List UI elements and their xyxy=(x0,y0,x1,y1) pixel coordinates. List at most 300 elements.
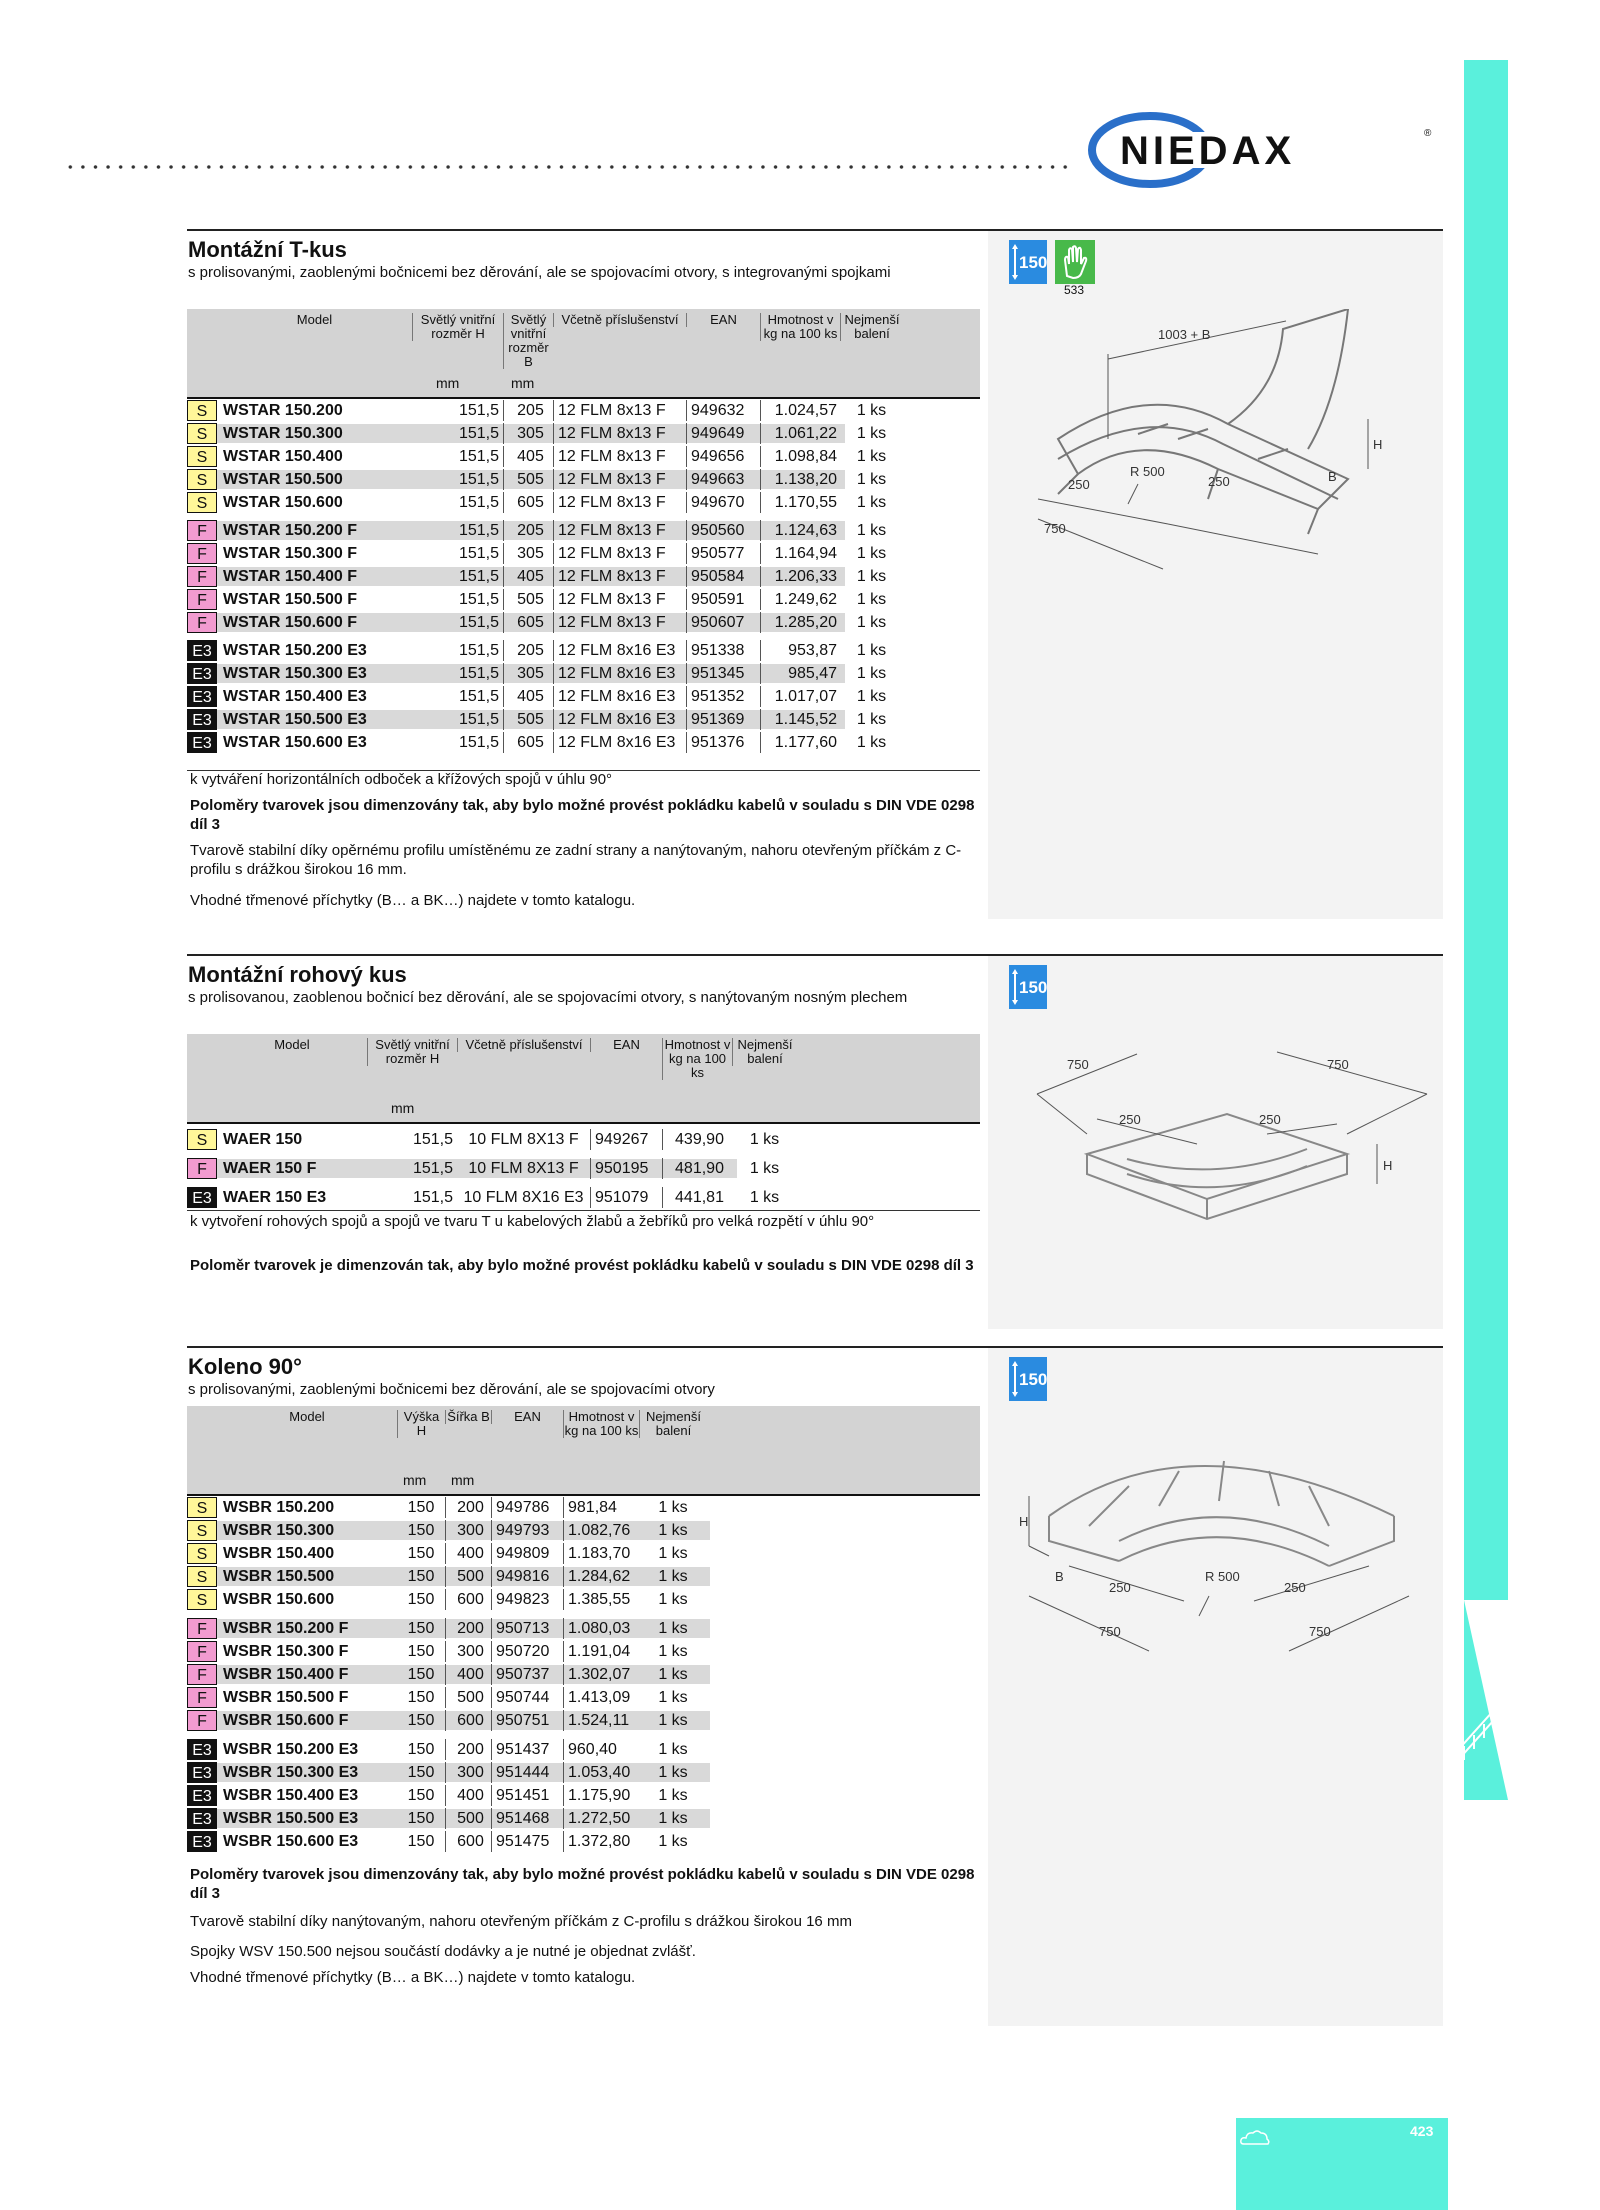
h-cell: 150 xyxy=(407,1833,435,1850)
table-row xyxy=(187,469,937,490)
accessories-cell: 10 FLM 8X13 F xyxy=(468,1160,579,1177)
weight-cell: 1.170,55 xyxy=(760,492,837,513)
b-cell: 200 xyxy=(445,1739,491,1760)
b-cell: 405 xyxy=(503,566,553,587)
model-cell: WSTAR 150.400 F xyxy=(223,568,357,585)
model-cell: WSTAR 150.300 F xyxy=(223,545,357,562)
table-row xyxy=(187,640,937,661)
header-ean: EAN xyxy=(686,313,760,327)
table-row xyxy=(187,1129,937,1150)
model-cell: WSTAR 150.600 E3 xyxy=(223,734,367,751)
section-title: Montážní rohový kus xyxy=(188,962,407,987)
note-text: Tvarově stabilní díky nanýtovaným, nahoru otevřeným příčkám z C-profilu s drážkou širokou 16 mm xyxy=(190,1913,852,1930)
variant-code: S xyxy=(187,1497,217,1518)
dim-250-right: 250 xyxy=(1259,1112,1281,1127)
table-row xyxy=(187,1497,937,1518)
variant-code: E3 xyxy=(187,686,217,707)
pack-cell: 1 ks xyxy=(856,642,887,659)
unit-h: mm xyxy=(436,375,460,391)
weight-cell: 1.302,07 xyxy=(563,1664,639,1685)
h-cell: 150 xyxy=(407,1591,435,1608)
model-cell: WSBR 150.200 xyxy=(223,1499,335,1516)
pack-cell: 1 ks xyxy=(856,494,887,511)
model-cell: WSBR 150.300 F xyxy=(223,1643,349,1660)
b-cell: 200 xyxy=(445,1618,491,1639)
ean-cell: 950737 xyxy=(491,1664,563,1685)
height-arrow-icon xyxy=(1012,969,1018,1005)
table-row xyxy=(187,1566,937,1587)
note-text: k vytvoření rohových spojů a spojů ve tvaru T u kabelových žlabů a žebříků pro velká rozpětí v úhlu 90° xyxy=(190,1213,875,1230)
glove-icon xyxy=(1055,240,1095,284)
ean-cell: 951437 xyxy=(491,1739,563,1760)
weight-cell: 1.082,76 xyxy=(563,1520,639,1541)
accessories-cell: 12 FLM 8x13 F xyxy=(553,543,686,564)
header-h: Výška H xyxy=(397,1410,445,1438)
model-cell: WAER 150 F xyxy=(223,1160,317,1177)
table-row xyxy=(187,1785,937,1806)
table-row xyxy=(187,612,937,633)
table-row xyxy=(187,400,937,421)
table-row xyxy=(187,446,937,467)
pack-cell: 1 ks xyxy=(658,1787,688,1804)
note-text: k vytváření horizontálních odboček a křížových spojů v úhlu 90° xyxy=(190,771,613,788)
dim-750-right: 750 xyxy=(1309,1624,1331,1639)
model-cell: WSBR 150.600 E3 xyxy=(223,1833,359,1850)
model-cell: WSTAR 150.600 F xyxy=(223,614,357,631)
model-cell: WSTAR 150.300 xyxy=(223,425,343,442)
header-h: Světlý vnitřní rozměr H xyxy=(367,1038,457,1066)
h-cell: 150 xyxy=(407,1499,435,1516)
note-text: Poloměr tvarovek je dimenzován tak, aby bylo možné provést pokládku kabelů v souladu s DIN VDE 0298 díl 3 xyxy=(190,1257,974,1274)
side-tab-strip xyxy=(1464,60,1508,1800)
svg-text:®: ® xyxy=(1424,128,1432,139)
table-row xyxy=(187,1158,937,1179)
h-cell: 151,5 xyxy=(458,545,499,562)
variant-code: E3 xyxy=(187,1187,217,1208)
table-row xyxy=(187,1664,937,1685)
model-cell: WSBR 150.500 E3 xyxy=(223,1810,359,1827)
header-pack: Nejmenší balení xyxy=(840,313,903,341)
model-cell: WSTAR 150.500 E3 xyxy=(223,711,367,728)
h-cell: 151,5 xyxy=(412,1131,453,1148)
variant-code: S xyxy=(187,1520,217,1541)
ean-cell: 950607 xyxy=(686,612,760,633)
variant-code: S xyxy=(187,1543,217,1564)
side-tab-cable-tray-icon xyxy=(1464,1600,1508,1800)
b-cell: 305 xyxy=(503,663,553,684)
table-row xyxy=(187,686,937,707)
header-weight: Hmotnost v kg na 100 ks xyxy=(662,1038,732,1080)
section-waer xyxy=(187,954,1443,1329)
accessories-cell: 12 FLM 8x16 E3 xyxy=(553,686,686,707)
variant-code: F xyxy=(187,612,217,633)
weight-cell: 1.024,57 xyxy=(760,400,837,421)
ean-cell: 949656 xyxy=(686,446,760,467)
weight-cell: 953,87 xyxy=(760,640,837,661)
accessories-cell: 12 FLM 8x13 F xyxy=(553,589,686,610)
model-cell: WAER 150 xyxy=(223,1131,303,1148)
b-cell: 200 xyxy=(445,1497,491,1518)
weight-cell: 1.524,11 xyxy=(563,1710,639,1731)
h-cell: 151,5 xyxy=(458,614,499,631)
b-cell: 400 xyxy=(445,1664,491,1685)
header-accessories: Včetně příslušenství xyxy=(457,1038,590,1052)
accessories-cell: 12 FLM 8x16 E3 xyxy=(553,663,686,684)
pack-cell: 1 ks xyxy=(658,1712,688,1729)
table-row xyxy=(187,1589,937,1610)
dotted-header-rule xyxy=(64,164,1070,170)
b-cell: 400 xyxy=(445,1785,491,1806)
ean-cell: 951475 xyxy=(491,1831,563,1852)
model-cell: WSBR 150.600 xyxy=(223,1591,335,1608)
weight-cell: 1.413,09 xyxy=(563,1687,639,1708)
table-header-rule xyxy=(187,1122,980,1124)
dim-250-right: 250 xyxy=(1208,474,1230,489)
weight-cell: 981,84 xyxy=(563,1497,639,1518)
h-cell: 151,5 xyxy=(458,568,499,585)
variant-code: F xyxy=(187,589,217,610)
pack-cell: 1 ks xyxy=(856,734,887,751)
pack-cell: 1 ks xyxy=(856,568,887,585)
ean-cell: 950751 xyxy=(491,1710,563,1731)
model-cell: WSBR 150.400 E3 xyxy=(223,1787,359,1804)
model-cell: WSTAR 150.400 E3 xyxy=(223,688,367,705)
h-cell: 150 xyxy=(407,1810,435,1827)
header-b: Šířka B xyxy=(445,1410,491,1424)
b-cell: 500 xyxy=(445,1808,491,1829)
weight-cell: 1.183,70 xyxy=(563,1543,639,1564)
header-ean: EAN xyxy=(491,1410,563,1424)
b-cell: 405 xyxy=(503,686,553,707)
note-text: Vhodné třmenové příchytky (B… a BK…) najdete v tomto katalogu. xyxy=(190,892,636,909)
accessories-cell: 12 FLM 8x13 F xyxy=(553,446,686,467)
table-row xyxy=(187,732,937,753)
accessories-cell: 12 FLM 8x16 E3 xyxy=(553,732,686,753)
height-arrow-icon xyxy=(1012,244,1018,280)
section-wsbr xyxy=(187,1346,1443,2026)
pack-cell: 1 ks xyxy=(658,1764,688,1781)
b-cell: 505 xyxy=(503,469,553,490)
height-arrow-icon xyxy=(1012,1361,1018,1397)
dim-b: B xyxy=(1328,469,1337,484)
table-row xyxy=(187,1187,937,1208)
model-cell: WSTAR 150.300 E3 xyxy=(223,665,367,682)
ean-cell: 950720 xyxy=(491,1641,563,1662)
h-cell: 150 xyxy=(407,1666,435,1683)
model-cell: WSTAR 150.200 F xyxy=(223,522,357,539)
model-cell: WSTAR 150.500 xyxy=(223,471,343,488)
badge-value: 150 xyxy=(1019,253,1048,272)
pack-cell: 1 ks xyxy=(856,471,887,488)
ean-cell: 950560 xyxy=(686,520,760,541)
variant-code: F xyxy=(187,1158,217,1179)
h-cell: 150 xyxy=(407,1643,435,1660)
b-cell: 300 xyxy=(445,1641,491,1662)
table-row xyxy=(187,1687,937,1708)
pack-cell: 1 ks xyxy=(856,665,887,682)
model-cell: WSBR 150.300 xyxy=(223,1522,335,1539)
variant-code: S xyxy=(187,469,217,490)
pack-cell: 1 ks xyxy=(658,1643,688,1660)
height-150-badge xyxy=(1009,1357,1047,1401)
glove-number: 533 xyxy=(1064,283,1085,297)
model-cell: WAER 150 E3 xyxy=(223,1189,327,1206)
variant-code: F xyxy=(187,520,217,541)
pack-cell: 1 ks xyxy=(856,614,887,631)
b-cell: 205 xyxy=(503,520,553,541)
pack-cell: 1 ks xyxy=(658,1522,688,1539)
model-cell: WSBR 150.300 E3 xyxy=(223,1764,359,1781)
variant-code: E3 xyxy=(187,1739,217,1760)
b-cell: 205 xyxy=(503,400,553,421)
table-row xyxy=(187,1808,937,1829)
b-cell: 205 xyxy=(503,640,553,661)
b-cell: 500 xyxy=(445,1566,491,1587)
ean-cell: 951345 xyxy=(686,663,760,684)
h-cell: 150 xyxy=(407,1545,435,1562)
table-row xyxy=(187,1618,937,1639)
h-cell: 151,5 xyxy=(458,494,499,511)
accessories-cell: 12 FLM 8x13 F xyxy=(553,469,686,490)
weight-cell: 1.061,22 xyxy=(760,423,837,444)
h-cell: 150 xyxy=(407,1568,435,1585)
weight-cell: 1.272,50 xyxy=(563,1808,639,1829)
dim-250-left: 250 xyxy=(1068,477,1090,492)
header-model: Model xyxy=(274,1037,310,1052)
table-row xyxy=(187,566,937,587)
unit-h: mm xyxy=(403,1472,427,1488)
dim-r500: R 500 xyxy=(1130,464,1165,479)
accessories-cell: 12 FLM 8x13 F xyxy=(553,400,686,421)
pack-cell: 1 ks xyxy=(856,688,887,705)
h-cell: 151,5 xyxy=(458,591,499,608)
b-cell: 305 xyxy=(503,543,553,564)
h-cell: 150 xyxy=(407,1764,435,1781)
ean-cell: 949816 xyxy=(491,1566,563,1587)
section-title: Montážní T-kus xyxy=(188,237,347,262)
ean-cell: 949823 xyxy=(491,1589,563,1610)
pack-cell: 1 ks xyxy=(658,1810,688,1827)
unit-b: mm xyxy=(451,1472,475,1488)
weight-cell: 1.285,20 xyxy=(760,612,837,633)
variant-code: E3 xyxy=(187,1785,217,1806)
h-cell: 151,5 xyxy=(458,642,499,659)
header-weight: Hmotnost v kg na 100 ks xyxy=(564,1409,639,1438)
weight-cell: 441,81 xyxy=(662,1187,732,1208)
ean-cell: 949670 xyxy=(686,492,760,513)
b-cell: 605 xyxy=(503,492,553,513)
b-cell: 300 xyxy=(445,1520,491,1541)
accessories-cell: 12 FLM 8x13 F xyxy=(553,423,686,444)
note-text: Poloměry tvarovek jsou dimenzovány tak, aby bylo možné provést pokládku kabelů v souladu s DIN VDE 0298 díl 3 xyxy=(190,1866,975,1902)
table-row xyxy=(187,663,937,684)
h-cell: 151,5 xyxy=(412,1160,453,1177)
h-cell: 151,5 xyxy=(458,522,499,539)
table-row xyxy=(187,1739,937,1760)
pack-cell: 1 ks xyxy=(658,1741,688,1758)
ean-cell: 951444 xyxy=(491,1762,563,1783)
pack-cell: 1 ks xyxy=(658,1591,688,1608)
h-cell: 151,5 xyxy=(458,734,499,751)
table-row xyxy=(187,1831,937,1852)
b-cell: 600 xyxy=(445,1710,491,1731)
variant-code: S xyxy=(187,492,217,513)
variant-code: E3 xyxy=(187,709,217,730)
table-header-rule xyxy=(187,397,980,399)
note-text: Tvarově stabilní díky opěrnému profilu umístěnému ze zadní strany a nanýtovaným, nahoru otevřeným příčkám z C-profilu s drážkou širokou 16 mm. xyxy=(190,842,962,878)
svg-text:NIEDAX: NIEDAX xyxy=(1120,129,1296,173)
table-row xyxy=(187,492,937,513)
b-cell: 600 xyxy=(445,1589,491,1610)
weight-cell: 1.053,40 xyxy=(563,1762,639,1783)
page-number: 423 xyxy=(1410,2123,1434,2139)
variant-code: S xyxy=(187,446,217,467)
ean-cell: 950713 xyxy=(491,1618,563,1639)
model-cell: WSBR 150.500 xyxy=(223,1568,335,1585)
dim-h: H xyxy=(1019,1514,1029,1529)
b-cell: 505 xyxy=(503,589,553,610)
accessories-cell: 12 FLM 8x13 F xyxy=(553,520,686,541)
table-row xyxy=(187,1641,937,1662)
badge-value: 150 xyxy=(1019,978,1048,997)
ean-cell: 951338 xyxy=(686,640,760,661)
h-cell: 151,5 xyxy=(458,711,499,728)
weight-cell: 1.372,80 xyxy=(563,1831,639,1852)
tstar-drawing xyxy=(1018,309,1428,599)
weight-cell: 1.175,90 xyxy=(563,1785,639,1806)
b-cell: 500 xyxy=(445,1687,491,1708)
accessories-cell: 10 FLM 8X16 E3 xyxy=(463,1189,584,1206)
pack-cell: 1 ks xyxy=(658,1545,688,1562)
dim-250-left: 250 xyxy=(1119,1112,1141,1127)
dim-h: H xyxy=(1373,437,1383,452)
b-cell: 405 xyxy=(503,446,553,467)
pack-cell: 1 ks xyxy=(856,448,887,465)
ean-cell: 951079 xyxy=(590,1187,662,1208)
pack-cell: 1 ks xyxy=(856,425,887,442)
dim-r500: R 500 xyxy=(1205,1569,1240,1584)
unit-h: mm xyxy=(391,1100,415,1116)
header-model: Model xyxy=(296,312,333,327)
ean-cell: 949809 xyxy=(491,1543,563,1564)
table-header xyxy=(187,1034,980,1122)
dim-750-left: 750 xyxy=(1067,1057,1089,1072)
pack-cell: 1 ks xyxy=(856,402,887,419)
header-h: Světlý vnitřní rozměr H xyxy=(412,313,503,341)
variant-code: E3 xyxy=(187,1831,217,1852)
height-150-badge xyxy=(1009,240,1047,284)
ean-cell: 949793 xyxy=(491,1520,563,1541)
header-pack: Nejmenší balení xyxy=(639,1410,707,1438)
model-cell: WSBR 150.200 F xyxy=(223,1620,349,1637)
section-tstar xyxy=(187,229,1443,919)
pack-cell: 1 ks xyxy=(658,1499,688,1516)
weight-cell: 1.080,03 xyxy=(563,1618,639,1639)
corner-piece-drawing xyxy=(1027,1024,1437,1254)
weight-cell: 1.138,20 xyxy=(760,469,837,490)
variant-code: E3 xyxy=(187,732,217,753)
table-row xyxy=(187,543,937,564)
note-text: Poloměry tvarovek jsou dimenzovány tak, aby bylo možné provést pokládku kabelů v souladu s DIN VDE 0298 díl 3 xyxy=(190,797,975,833)
variant-code: F xyxy=(187,1618,217,1639)
height-150-badge xyxy=(1009,965,1047,1009)
weight-cell: 1.124,63 xyxy=(760,520,837,541)
note-text: Vhodné třmenové příchytky (B… a BK…) najdete v tomto katalogu. xyxy=(190,1969,636,1986)
accessories-cell: 12 FLM 8x13 F xyxy=(553,492,686,513)
section-title: Koleno 90° xyxy=(188,1354,302,1379)
weight-cell: 1.017,07 xyxy=(760,686,837,707)
pack-cell: 1 ks xyxy=(658,1666,688,1683)
table-row xyxy=(187,1762,937,1783)
unit-b: mm xyxy=(511,375,535,391)
bend-drawing xyxy=(1009,1416,1429,1676)
dim-250-right: 250 xyxy=(1284,1580,1306,1595)
dim-750-left: 750 xyxy=(1099,1624,1121,1639)
dim-750: 750 xyxy=(1044,521,1066,536)
weight-cell: 1.206,33 xyxy=(760,566,837,587)
pack-cell: 1 ks xyxy=(658,1689,688,1706)
pack-cell: 1 ks xyxy=(749,1160,780,1177)
model-cell: WSTAR 150.500 F xyxy=(223,591,357,608)
table-header-rule xyxy=(187,1494,980,1496)
h-cell: 151,5 xyxy=(458,425,499,442)
variant-code: S xyxy=(187,400,217,421)
badge-value: 150 xyxy=(1019,1370,1048,1389)
h-cell: 150 xyxy=(407,1741,435,1758)
model-cell: WSTAR 150.200 xyxy=(223,402,343,419)
pack-cell: 1 ks xyxy=(856,545,887,562)
weight-cell: 1.385,55 xyxy=(563,1589,639,1610)
weight-cell: 439,90 xyxy=(662,1129,732,1150)
dim-250-left: 250 xyxy=(1109,1580,1131,1595)
h-cell: 151,5 xyxy=(458,688,499,705)
ean-cell: 951376 xyxy=(686,732,760,753)
section-description: s prolisovanými, zaoblenými bočnicemi bez děrování, ale se spojovacími otvory, s integrovanými spojkami xyxy=(188,264,891,281)
header-pack: Nejmenší balení xyxy=(732,1038,797,1066)
weight-cell: 1.098,84 xyxy=(760,446,837,467)
h-cell: 151,5 xyxy=(458,402,499,419)
ean-cell: 951468 xyxy=(491,1808,563,1829)
h-cell: 151,5 xyxy=(458,448,499,465)
section-description: s prolisovanými, zaoblenými bočnicemi bez děrování, ale se spojovacími otvory xyxy=(188,1381,715,1398)
pack-cell: 1 ks xyxy=(856,711,887,728)
footer-cloud-icon xyxy=(1240,2128,1270,2148)
variant-code: E3 xyxy=(187,640,217,661)
ean-cell: 949267 xyxy=(590,1129,662,1150)
variant-code: F xyxy=(187,1687,217,1708)
weight-cell: 1.177,60 xyxy=(760,732,837,753)
variant-code: S xyxy=(187,423,217,444)
table-header xyxy=(187,309,980,397)
weight-cell: 1.164,94 xyxy=(760,543,837,564)
model-cell: WSBR 150.400 xyxy=(223,1545,335,1562)
variant-code: F xyxy=(187,1710,217,1731)
dim-b: B xyxy=(1055,1569,1064,1584)
table-row xyxy=(187,1710,937,1731)
b-cell: 400 xyxy=(445,1543,491,1564)
ean-cell: 950577 xyxy=(686,543,760,564)
dim-750-right: 750 xyxy=(1327,1057,1349,1072)
pack-cell: 1 ks xyxy=(856,522,887,539)
variant-code: E3 xyxy=(187,1808,217,1829)
ean-cell: 950744 xyxy=(491,1687,563,1708)
ean-cell: 950584 xyxy=(686,566,760,587)
h-cell: 150 xyxy=(407,1689,435,1706)
weight-cell: 1.284,62 xyxy=(563,1566,639,1587)
model-cell: WSTAR 150.200 E3 xyxy=(223,642,367,659)
table-row xyxy=(187,1543,937,1564)
dim-h: H xyxy=(1383,1158,1393,1173)
